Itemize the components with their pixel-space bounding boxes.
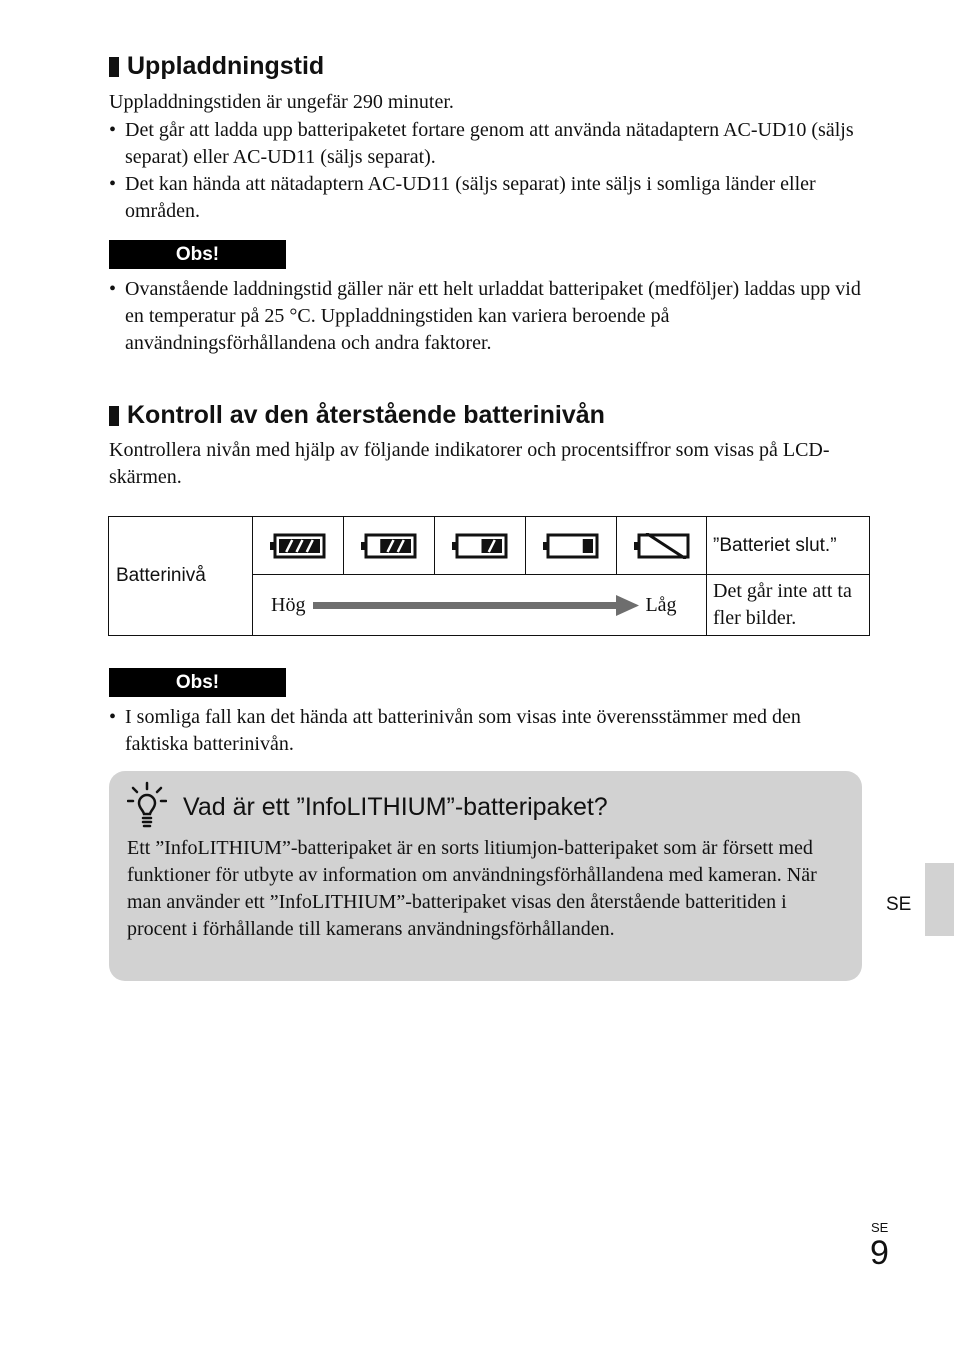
arrow-right-icon [313, 593, 641, 617]
side-tab-label: SE [886, 894, 912, 915]
empty-desc-cell [707, 575, 870, 636]
battery-full-icon [270, 533, 326, 559]
list-item: • Det kan hända att nätadaptern AC-UD11 (säljs separat) inte säljs i somliga länder eller områden. [109, 171, 869, 225]
tip-title: Vad är ett ”InfoLITHIUM”-batteripaket? [183, 793, 608, 821]
section-heading-uppladdningstid [109, 54, 324, 79]
heading-text: Uppladdningstid [127, 52, 325, 80]
charging-bullet-list [109, 117, 869, 225]
lightbulb-icon [127, 781, 167, 829]
list-item: • Ovanstående laddningstid gäller när ett helt urladdat batteripaket (medföljer) laddas upp vid en temperatur på 25 °C. Uppladdningstiden kan variera beroende på användningsförhållandena och andra faktorer. [109, 276, 869, 357]
note-label: Obs! [109, 668, 286, 697]
battery-empty-icon [634, 533, 690, 559]
empty-label-cell [707, 517, 870, 575]
battery-level-intro: Kontrollera nivån med hjälp av följande indikatorer och procentsiffror som visas på LCD-skärmen. [109, 439, 830, 488]
high-label: Hög [271, 593, 306, 616]
battery-cell [344, 517, 435, 575]
low-label: Låg [645, 593, 677, 616]
note-bullet-list [109, 704, 869, 758]
battery-cell [526, 517, 617, 575]
battery-level-table [108, 516, 870, 636]
list-item: • Det går att ladda upp batteripaketet fortare genom att använda nätadaptern AC-UD10 (säljs separat) eller AC-UD11 (säljs separat). [109, 117, 869, 171]
note-label: Obs! [109, 240, 286, 269]
level-scale-cell [253, 575, 707, 636]
battery-cell [617, 517, 707, 575]
heading-square-icon [109, 57, 119, 77]
battery-low-icon [543, 533, 599, 559]
battery-half-icon [452, 533, 508, 559]
page-lang-label: SE [871, 1220, 889, 1235]
heading-square-icon [109, 406, 119, 426]
section-heading-battery-level [109, 403, 605, 428]
tip-body: Ett ”InfoLITHIUM”-batteripaket är en sorts litiumjon-batteripaket som är försett med funktioner för utbyte av information om användningsförhållandena med kameran. När man använder ett ”InfoLITHIUM”-batteripaket visas den återstående batteritiden i procent i förhållande till kamerans användningsförhållanden. [127, 837, 817, 940]
page-number: 9 [870, 1234, 889, 1272]
list-item: • I somliga fall kan det hända att batterinivån som visas inte överensstämmer med den faktiska batterinivån. [109, 704, 869, 758]
heading-text: Kontroll av den återstående batterinivån [127, 401, 605, 429]
row-label: Batterinivå [116, 565, 206, 586]
battery-three-quarter-icon [361, 533, 417, 559]
row-label-cell [109, 517, 253, 636]
empty-desc: Det går inte att ta fler bilder. [713, 580, 852, 629]
note-bullet-list [109, 276, 869, 357]
empty-label: ”Batteriet slut.” [713, 534, 837, 556]
tip-box [109, 771, 862, 981]
side-tab [925, 863, 954, 936]
charging-time-text: Uppladdningstiden är ungefär 290 minuter. [109, 91, 454, 113]
battery-cell [253, 517, 344, 575]
battery-cell [435, 517, 526, 575]
